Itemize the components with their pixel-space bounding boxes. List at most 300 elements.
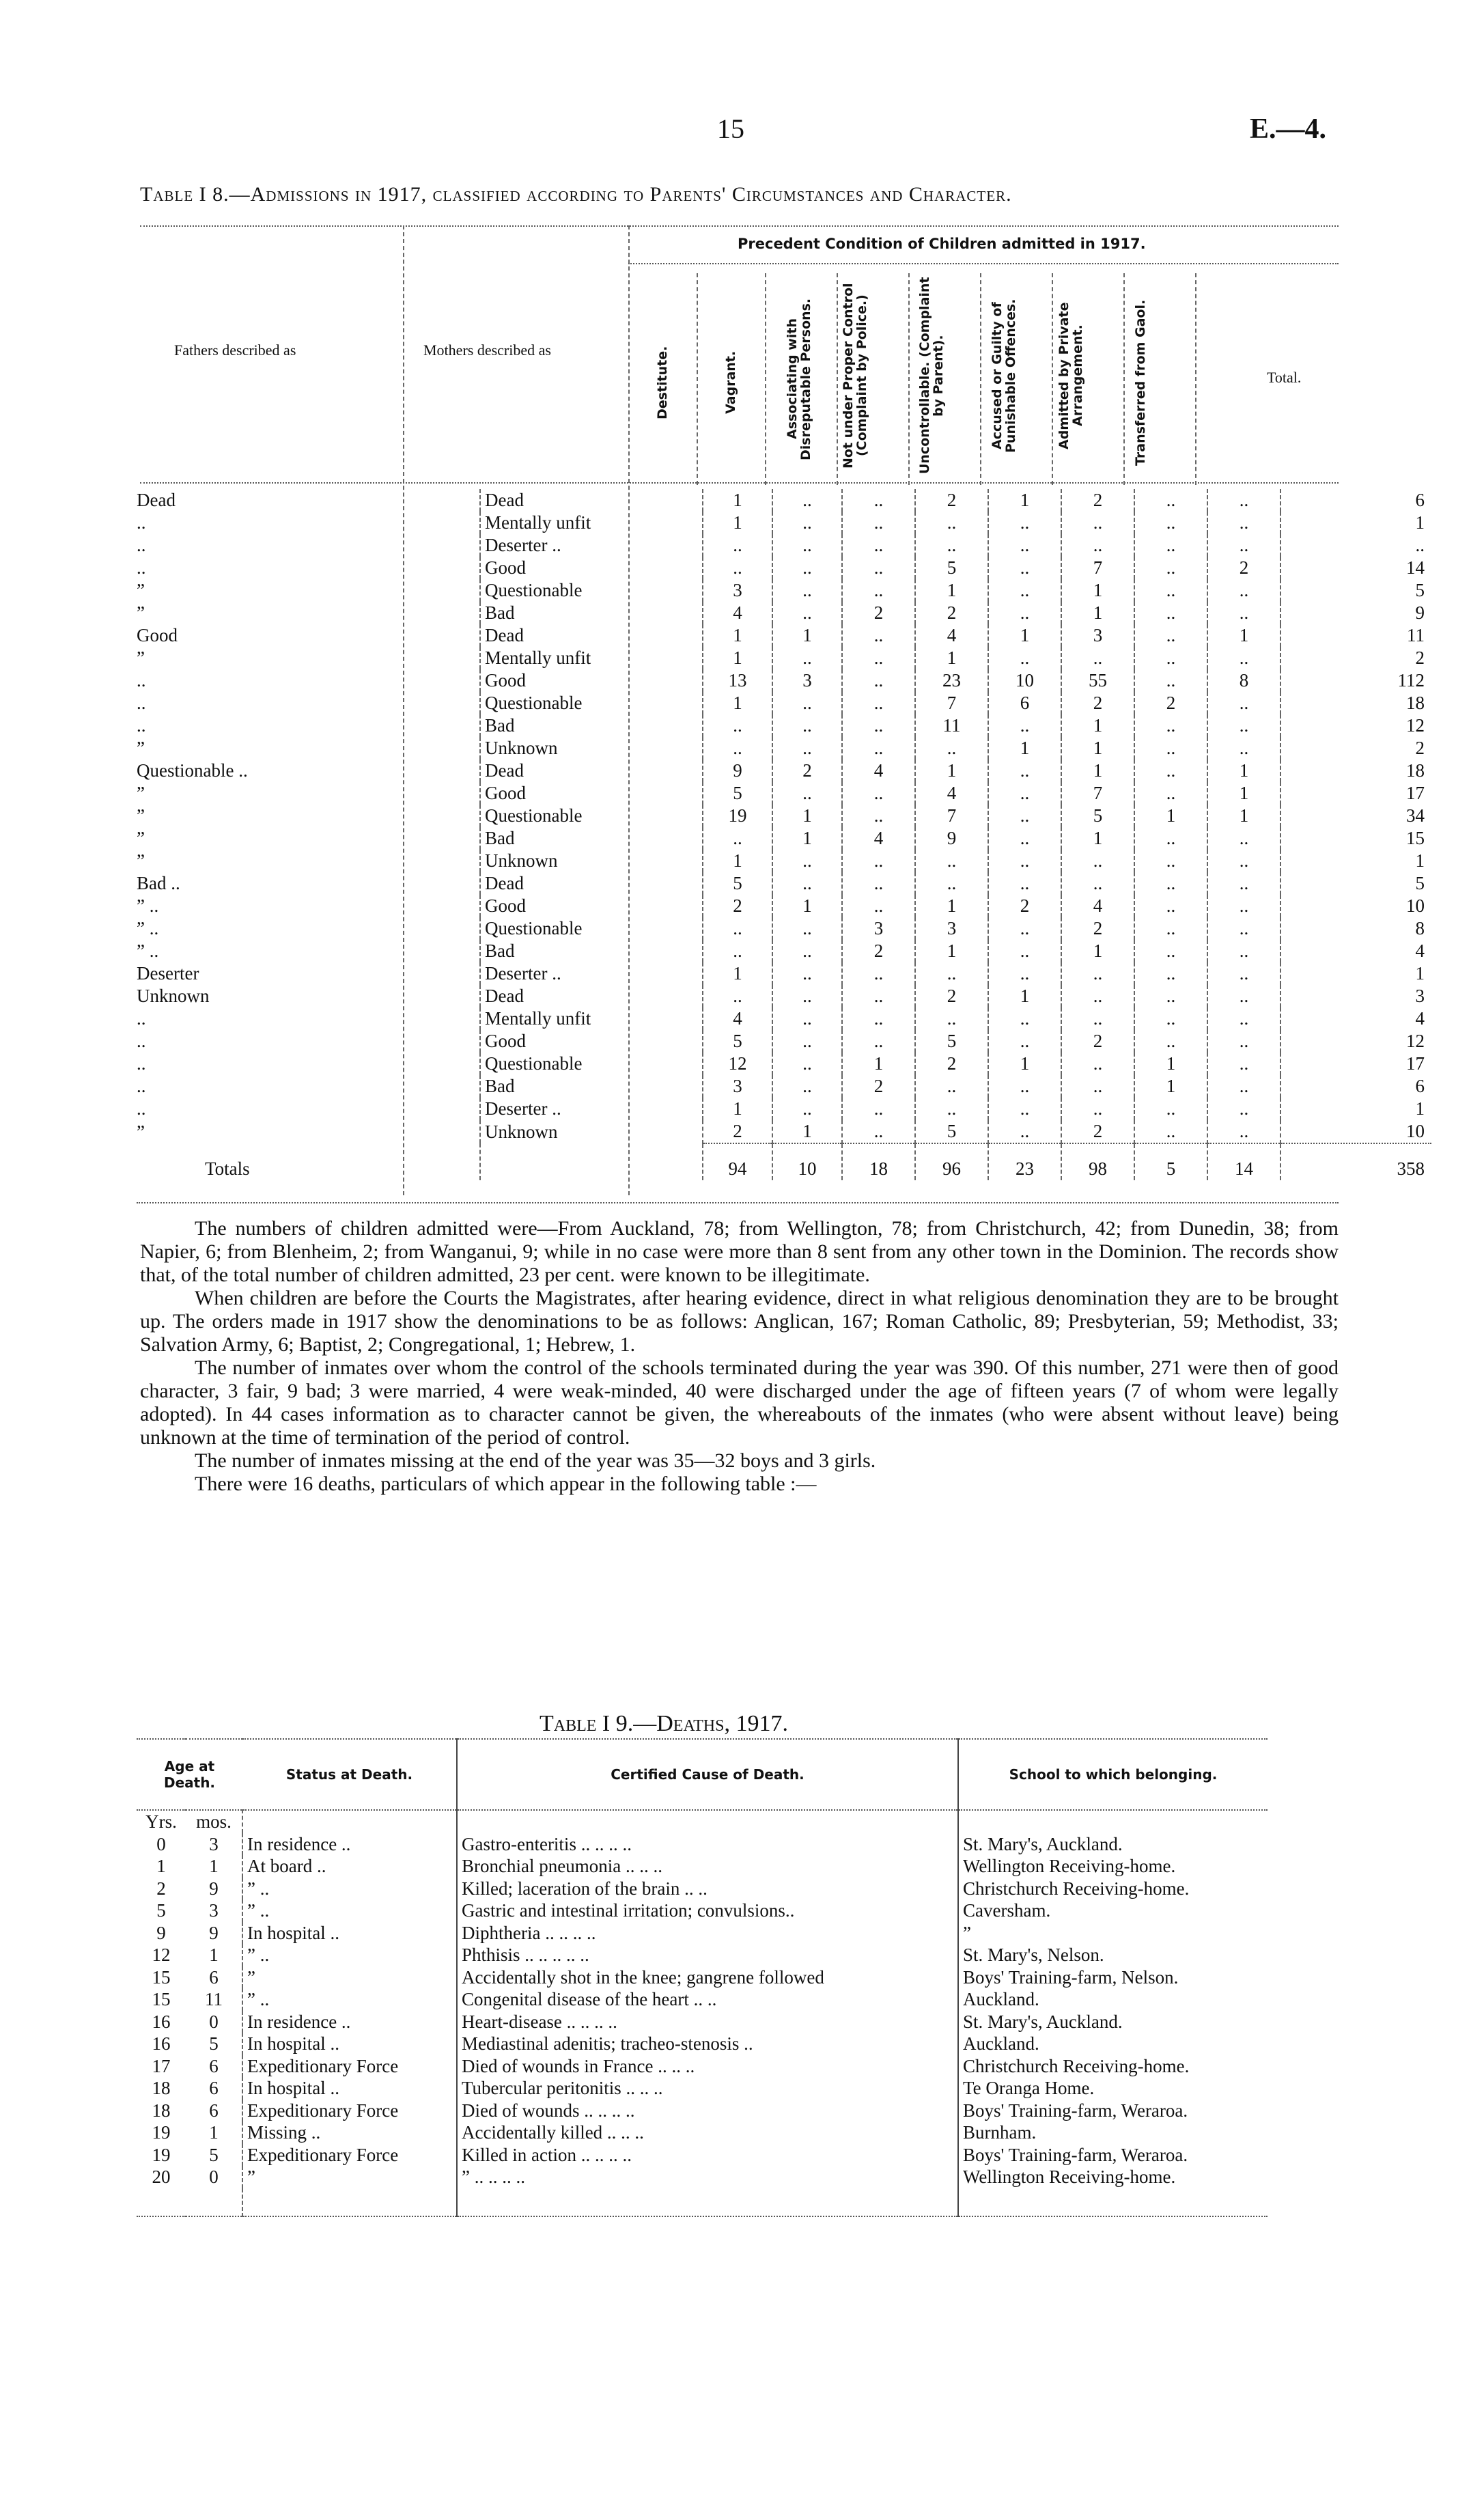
mother-cell: Dead — [480, 489, 703, 512]
value-cell: 4 — [703, 1007, 772, 1030]
value-cell: .. — [772, 985, 842, 1007]
value-cell: 1 — [1061, 714, 1134, 737]
value-cell: 8 — [1207, 669, 1280, 692]
value-cell: 9 — [915, 827, 988, 850]
status-cell: ” .. — [242, 1899, 457, 1922]
father-cell: .. — [137, 1031, 146, 1051]
value-cell: .. — [915, 850, 988, 872]
value-cell: .. — [1207, 917, 1280, 940]
value-cell: .. — [1061, 1007, 1134, 1030]
paragraph: The number of inmates over whom the control of the schools terminated during the year was 390. Of this number, 271 were then of good character, 3 fair, 9 bad; 3 were married, 4 were weak-minded, 40 were discharged under the age of fifteen years (7 of whom were legally adopted). In 44 cases information as to character cannot be given, the whereabouts of the inmates (who were absent without leave) being unknown at the time of termination of the period of control. — [140, 1356, 1339, 1449]
value-cell: .. — [915, 512, 988, 534]
value-cell: .. — [988, 917, 1061, 940]
value-cell: 1 — [988, 737, 1061, 760]
total-cell: 12 — [1280, 1030, 1431, 1053]
value-cell: .. — [988, 782, 1061, 805]
fathers-column-header: Fathers described as — [174, 342, 296, 359]
value-cell: .. — [1207, 985, 1280, 1007]
value-cell: 2 — [1061, 489, 1134, 512]
table-row — [137, 1120, 1431, 1143]
age-months: 9 — [209, 1922, 219, 1943]
value-cell: 5 — [915, 1030, 988, 1053]
value-cell: 2 — [1134, 692, 1207, 714]
value-cell: .. — [915, 737, 988, 760]
status-cell: At board .. — [242, 1855, 457, 1878]
status-cell: Missing .. — [242, 2121, 457, 2144]
value-cell: .. — [988, 940, 1061, 962]
total-value: 358 — [1280, 1143, 1431, 1180]
value-cell: 1 — [772, 895, 842, 917]
value-cell: 3 — [1061, 624, 1134, 647]
value-cell: .. — [772, 850, 842, 872]
value-cell: .. — [703, 557, 772, 579]
school-cell: Caversham. — [958, 1899, 1268, 1922]
value-cell: .. — [1207, 1053, 1280, 1075]
value-cell: .. — [1207, 579, 1280, 602]
table-row — [137, 2121, 1268, 2144]
father-cell: Dead — [137, 490, 176, 510]
value-cell: 1 — [703, 1098, 772, 1120]
mother-cell: Bad — [480, 940, 703, 962]
age-months: 6 — [209, 2078, 219, 2099]
value-cell: 1 — [703, 962, 772, 985]
value-cell: .. — [1134, 714, 1207, 737]
value-cell: .. — [988, 760, 1061, 782]
value-cell: 2 — [1061, 692, 1134, 714]
value-cell: .. — [915, 1098, 988, 1120]
value-cell: .. — [988, 534, 1061, 557]
table-row — [137, 2011, 1268, 2033]
value-cell: 4 — [915, 624, 988, 647]
table-row — [137, 1855, 1268, 1878]
age-years: 16 — [152, 2011, 171, 2032]
value-cell: 2 — [988, 895, 1061, 917]
mother-cell: Good — [480, 1030, 703, 1053]
father-cell: ” — [137, 1121, 145, 1142]
father-cell: ” — [137, 738, 145, 758]
value-cell: .. — [842, 692, 915, 714]
status-cell: Expeditionary Force — [242, 2100, 457, 2122]
paragraph: When children are before the Courts the Magistrates, after hearing evidence, direct in what religious denomination they are to be brought up. The orders made in 1917 show the denominations to be as follows: Anglican, 167; Roman Catholic, 89; Presbyterian, 59; Methodist, 33; Salvation Army, 6; Baptist, 2; Congregational, 1; Hebrew, 1. — [140, 1287, 1339, 1356]
status-cell: ” — [242, 2166, 457, 2188]
table-row — [137, 850, 1431, 872]
value-cell: .. — [1061, 1098, 1134, 1120]
value-cell: .. — [1207, 534, 1280, 557]
value-cell: .. — [772, 1098, 842, 1120]
mother-cell: Questionable — [480, 1053, 703, 1075]
value-cell: .. — [1207, 489, 1280, 512]
value-cell: 2 — [915, 602, 988, 624]
value-cell: 13 — [703, 669, 772, 692]
total-cell: 15 — [1280, 827, 1431, 850]
value-cell: .. — [842, 1007, 915, 1030]
school-cell: St. Mary's, Auckland. — [958, 1833, 1268, 1856]
value-cell: .. — [988, 872, 1061, 895]
value-cell: .. — [703, 985, 772, 1007]
age-years: 1 — [156, 1856, 166, 1877]
value-cell: .. — [1061, 872, 1134, 895]
father-cell: ” — [137, 580, 145, 600]
table-row — [137, 1878, 1268, 1900]
value-cell: 2 — [915, 1053, 988, 1075]
age-years: 20 — [152, 2167, 171, 2188]
value-cell: .. — [1207, 714, 1280, 737]
col-transferred-gaol: Transferred from Gaol. — [1133, 299, 1148, 466]
total-cell: 1 — [1280, 512, 1431, 534]
value-cell: 1 — [1061, 579, 1134, 602]
precedent-condition-header: Precedent Condition of Children admitted in 1917. — [738, 236, 1146, 252]
value-cell: .. — [988, 602, 1061, 624]
value-cell: 1 — [1061, 760, 1134, 782]
table-row — [137, 827, 1431, 850]
school-cell: Auckland. — [958, 1988, 1268, 2011]
value-cell: .. — [1134, 872, 1207, 895]
value-cell: 1 — [703, 647, 772, 669]
value-cell: .. — [703, 827, 772, 850]
value-cell: .. — [842, 737, 915, 760]
father-cell: .. — [137, 535, 146, 555]
total-value: 18 — [842, 1143, 915, 1180]
total-cell: 6 — [1280, 1075, 1431, 1098]
value-cell: .. — [1207, 895, 1280, 917]
value-cell: .. — [772, 1053, 842, 1075]
value-cell: .. — [842, 850, 915, 872]
value-cell: .. — [842, 557, 915, 579]
value-cell: .. — [988, 557, 1061, 579]
total-value: 98 — [1061, 1143, 1134, 1180]
value-cell: 2 — [842, 1075, 915, 1098]
school-cell: Christchurch Receiving-home. — [958, 1878, 1268, 1900]
status-header: Status at Death. — [242, 1739, 457, 1810]
value-cell: .. — [842, 624, 915, 647]
value-cell: .. — [1134, 850, 1207, 872]
school-cell: St. Mary's, Nelson. — [958, 1944, 1268, 1966]
total-cell: 18 — [1280, 692, 1431, 714]
table-row — [137, 1053, 1431, 1075]
total-value: 14 — [1207, 1143, 1280, 1180]
value-cell: .. — [703, 714, 772, 737]
school-cell: Boys' Training-farm, Nelson. — [958, 1966, 1268, 1989]
value-cell: .. — [842, 512, 915, 534]
cause-cell: Accidentally shot in the knee; gangrene followed — [457, 1966, 958, 1989]
father-cell: .. — [137, 1053, 146, 1074]
value-cell: 5 — [915, 557, 988, 579]
value-cell: 5 — [915, 1120, 988, 1143]
value-cell: .. — [988, 1098, 1061, 1120]
father-cell: ” .. — [137, 941, 159, 961]
cause-cell: ” .. .. .. .. — [457, 2166, 958, 2188]
value-cell: 1 — [915, 760, 988, 782]
status-cell: In residence .. — [242, 2011, 457, 2033]
mother-cell: Questionable — [480, 917, 703, 940]
table-row — [137, 647, 1431, 669]
table-row — [137, 1899, 1268, 1922]
mother-cell: Questionable — [480, 692, 703, 714]
col-total: Total. — [1267, 369, 1302, 386]
table-row — [137, 782, 1431, 805]
table-row — [137, 2055, 1268, 2078]
value-cell: 1 — [1134, 805, 1207, 827]
value-cell: 2 — [772, 760, 842, 782]
father-cell: .. — [137, 1076, 146, 1096]
mos-subheader: mos. — [196, 1811, 232, 1833]
value-cell: .. — [988, 962, 1061, 985]
table-row — [137, 1030, 1431, 1053]
father-cell: ” — [137, 783, 145, 803]
school-cell: Boys' Training-farm, Weraroa. — [958, 2100, 1268, 2122]
total-value: 96 — [915, 1143, 988, 1180]
value-cell: .. — [772, 1075, 842, 1098]
value-cell: .. — [915, 1007, 988, 1030]
value-cell: .. — [1207, 692, 1280, 714]
table-i9-title: Table I 9.—Deaths, 1917. — [540, 1711, 788, 1736]
value-cell: 1 — [1134, 1075, 1207, 1098]
mother-cell: Dead — [480, 760, 703, 782]
cause-cell: Died of wounds .. .. .. .. — [457, 2100, 958, 2122]
value-cell: .. — [772, 579, 842, 602]
total-cell: 1 — [1280, 850, 1431, 872]
total-cell: 10 — [1280, 1120, 1431, 1143]
father-cell: .. — [137, 512, 146, 533]
total-cell: 2 — [1280, 647, 1431, 669]
value-cell: .. — [772, 1007, 842, 1030]
value-cell: .. — [1134, 827, 1207, 850]
value-cell: 1 — [772, 624, 842, 647]
table-row — [137, 962, 1431, 985]
age-months: 1 — [209, 1856, 219, 1877]
mother-cell: Unknown — [480, 737, 703, 760]
father-cell: .. — [137, 1098, 146, 1119]
total-cell: 5 — [1280, 579, 1431, 602]
age-years: 18 — [152, 2100, 171, 2121]
cause-cell: Tubercular peritonitis .. .. .. — [457, 2077, 958, 2100]
value-cell: 55 — [1061, 669, 1134, 692]
value-cell: 1 — [988, 624, 1061, 647]
mother-cell: Good — [480, 669, 703, 692]
father-cell: Deserter — [137, 963, 199, 984]
value-cell: .. — [988, 1075, 1061, 1098]
table-row — [137, 985, 1431, 1007]
table-row — [137, 1098, 1431, 1120]
age-months: 6 — [209, 1966, 219, 1988]
total-cell: 9 — [1280, 602, 1431, 624]
total-cell: 17 — [1280, 1053, 1431, 1075]
table-row — [137, 1944, 1268, 1966]
table-row — [137, 1966, 1268, 1989]
paragraph: There were 16 deaths, particulars of which appear in the following table :— — [195, 1473, 817, 1495]
age-years: 2 — [156, 1878, 166, 1899]
value-cell: .. — [842, 962, 915, 985]
value-cell: .. — [842, 714, 915, 737]
col-uncontrollable: Uncontrollable. (Complaint by Parent). — [917, 277, 946, 475]
value-cell: .. — [988, 1030, 1061, 1053]
value-cell: 1 — [1061, 602, 1134, 624]
value-cell: .. — [1134, 602, 1207, 624]
father-cell: .. — [137, 670, 146, 691]
value-cell: .. — [842, 1030, 915, 1053]
mother-cell: Bad — [480, 602, 703, 624]
col-accused: Accused or Guilty of Punishable Offences. — [990, 298, 1018, 453]
value-cell: 1 — [703, 624, 772, 647]
value-cell: .. — [1207, 647, 1280, 669]
age-months: 3 — [209, 1900, 219, 1921]
value-cell: 1 — [988, 985, 1061, 1007]
value-cell: 3 — [703, 1075, 772, 1098]
value-cell: .. — [915, 534, 988, 557]
school-header: School to which belonging. — [958, 1739, 1268, 1810]
value-cell: .. — [1134, 985, 1207, 1007]
value-cell: 1 — [1061, 827, 1134, 850]
value-cell: .. — [1207, 512, 1280, 534]
cause-cell: Accidentally killed .. .. .. — [457, 2121, 958, 2144]
value-cell: 2 — [1061, 1120, 1134, 1143]
total-cell: 18 — [1280, 760, 1431, 782]
cause-cell: Phthisis .. .. .. .. .. — [457, 1944, 958, 1966]
status-cell: ” — [242, 1966, 457, 1989]
cause-cell: Gastric and intestinal irritation; convulsions.. — [457, 1899, 958, 1922]
value-cell: .. — [988, 512, 1061, 534]
value-cell: .. — [1207, 1120, 1280, 1143]
value-cell: .. — [1134, 512, 1207, 534]
value-cell: .. — [1207, 1098, 1280, 1120]
value-cell: .. — [1061, 512, 1134, 534]
age-years: 5 — [156, 1900, 166, 1921]
value-cell: .. — [1061, 647, 1134, 669]
table-row — [137, 1922, 1268, 1945]
value-cell: .. — [915, 962, 988, 985]
mother-cell: Good — [480, 557, 703, 579]
mother-cell: Mentally unfit — [480, 647, 703, 669]
value-cell: 11 — [915, 714, 988, 737]
value-cell: .. — [1207, 1075, 1280, 1098]
value-cell: .. — [1134, 760, 1207, 782]
father-cell: ” .. — [137, 895, 159, 916]
value-cell: .. — [988, 850, 1061, 872]
total-cell: 1 — [1280, 1098, 1431, 1120]
total-value: 23 — [988, 1143, 1061, 1180]
cause-cell: Congenital disease of the heart .. .. — [457, 1988, 958, 2011]
total-value: 94 — [703, 1143, 772, 1180]
table-row — [137, 557, 1431, 579]
status-cell: In residence .. — [242, 1833, 457, 1856]
table-i8-title: Table I 8.—Admissions in 1917, classified according to Parents' Circumstances and Character. — [140, 183, 1012, 206]
value-cell: .. — [1207, 1030, 1280, 1053]
value-cell: 4 — [842, 760, 915, 782]
table-i8-body — [137, 489, 1431, 1180]
value-cell: .. — [772, 737, 842, 760]
col-destitute: Destitute. — [655, 346, 670, 419]
table-i9 — [137, 1738, 1268, 2217]
total-cell: 112 — [1280, 669, 1431, 692]
value-cell: .. — [1207, 602, 1280, 624]
mother-cell: Unknown — [480, 1120, 703, 1143]
value-cell: .. — [1061, 534, 1134, 557]
value-cell: .. — [772, 782, 842, 805]
value-cell: 1 — [703, 850, 772, 872]
value-cell: .. — [1134, 737, 1207, 760]
value-cell: .. — [988, 714, 1061, 737]
value-cell: .. — [842, 1098, 915, 1120]
cause-cell: Diphtheria .. .. .. .. — [457, 1922, 958, 1945]
value-cell: .. — [1061, 985, 1134, 1007]
value-cell: 6 — [988, 692, 1061, 714]
value-cell: .. — [842, 647, 915, 669]
table-row — [137, 692, 1431, 714]
value-cell: .. — [772, 647, 842, 669]
value-cell: .. — [772, 489, 842, 512]
value-cell: .. — [1134, 624, 1207, 647]
mother-cell: Deserter .. — [480, 534, 703, 557]
age-months: 1 — [209, 1945, 219, 1966]
age-years: 15 — [152, 1989, 171, 2010]
value-cell: .. — [988, 1007, 1061, 1030]
school-cell: Te Oranga Home. — [958, 2077, 1268, 2100]
cause-cell: Killed; laceration of the brain .. .. — [457, 1878, 958, 1900]
value-cell: .. — [842, 782, 915, 805]
value-cell: 4 — [1061, 895, 1134, 917]
table-row — [137, 737, 1431, 760]
value-cell: .. — [915, 872, 988, 895]
total-cell: 4 — [1280, 1007, 1431, 1030]
value-cell: .. — [772, 962, 842, 985]
table-row — [137, 714, 1431, 737]
age-header: Age at Death. — [137, 1739, 242, 1810]
value-cell: .. — [703, 737, 772, 760]
col-not-under-control: Not under Proper Control (Complaint by Police.) — [841, 283, 869, 469]
value-cell: 1 — [915, 647, 988, 669]
mother-cell: Good — [480, 895, 703, 917]
school-cell: Auckland. — [958, 2033, 1268, 2055]
value-cell: 9 — [703, 760, 772, 782]
total-cell: 1 — [1280, 962, 1431, 985]
value-cell: .. — [842, 579, 915, 602]
document-reference: E.—4. — [1250, 113, 1327, 145]
age-months: 5 — [209, 2144, 219, 2165]
value-cell: 1 — [988, 1053, 1061, 1075]
status-cell: In hospital .. — [242, 1922, 457, 1945]
value-cell: 2 — [1061, 1030, 1134, 1053]
value-cell: 12 — [703, 1053, 772, 1075]
table-row — [137, 669, 1431, 692]
value-cell: .. — [772, 602, 842, 624]
value-cell: 4 — [842, 827, 915, 850]
table-row — [137, 624, 1431, 647]
value-cell: .. — [842, 872, 915, 895]
value-cell: 1 — [842, 1053, 915, 1075]
value-cell: .. — [1134, 647, 1207, 669]
value-cell: 4 — [703, 602, 772, 624]
value-cell: .. — [772, 714, 842, 737]
total-cell: .. — [1280, 534, 1431, 557]
age-months: 6 — [209, 2100, 219, 2121]
col-associating: Associating with Disreputable Persons. — [785, 298, 813, 460]
mothers-column-header: Mothers described as — [423, 342, 551, 359]
status-cell: Expeditionary Force — [242, 2055, 457, 2078]
value-cell: 1 — [1061, 940, 1134, 962]
value-cell: 4 — [915, 782, 988, 805]
value-cell: .. — [842, 805, 915, 827]
value-cell: 1 — [915, 579, 988, 602]
value-cell: .. — [1207, 827, 1280, 850]
value-cell: 1 — [772, 805, 842, 827]
value-cell: .. — [703, 917, 772, 940]
value-cell: 2 — [703, 895, 772, 917]
value-cell: 1 — [772, 827, 842, 850]
total-cell: 12 — [1280, 714, 1431, 737]
value-cell: .. — [1207, 940, 1280, 962]
mother-cell: Bad — [480, 714, 703, 737]
value-cell: 2 — [842, 602, 915, 624]
